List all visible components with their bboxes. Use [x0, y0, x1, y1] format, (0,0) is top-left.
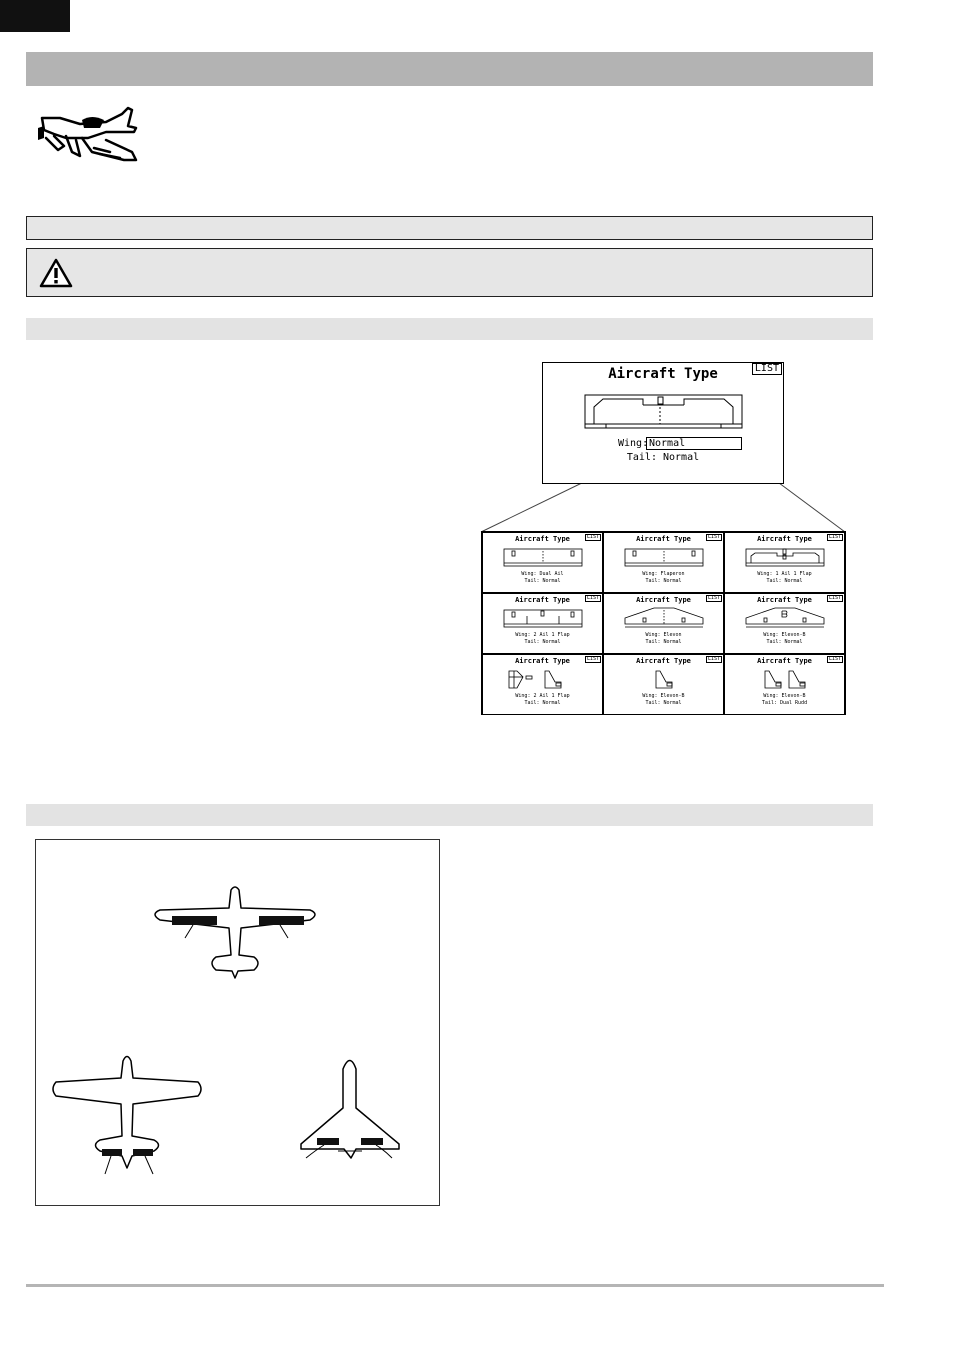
aircraft-type-screen [542, 362, 784, 484]
wing-label: Wing: [618, 438, 649, 449]
cell-list-button[interactable]: LIST [707, 656, 720, 662]
cell-list-button[interactable]: LIST [586, 656, 599, 662]
right-elevator [133, 1149, 153, 1156]
cell-title: Aircraft Type [757, 596, 812, 604]
cell-title: Aircraft Type [636, 657, 691, 665]
tail-line: Tail: Normal [626, 452, 700, 463]
cell-list-button[interactable]: LIST [586, 534, 599, 540]
cell-tail-line: Tail: Normal [645, 578, 682, 584]
cell-list-button[interactable]: LIST [586, 595, 599, 601]
wing-select[interactable]: Normal [646, 437, 742, 450]
cell-wing-line: Wing: 1 Ail 1 Flap [757, 571, 812, 577]
right-elevon [361, 1138, 383, 1145]
cell-tail-line: Tail: Normal [766, 578, 803, 584]
cell-wing-line: Wing: Elevon-B [763, 693, 806, 699]
left-elevon [317, 1138, 339, 1145]
screen-title: Aircraft Type [608, 366, 718, 382]
cell-list-button[interactable]: LIST [707, 595, 720, 601]
warning-triangle-icon [39, 257, 73, 289]
cell-list-button[interactable]: LIST [707, 534, 720, 540]
footer-rule [26, 1284, 884, 1287]
section-bar-aircraft-type [26, 318, 873, 340]
cell-title: Aircraft Type [636, 535, 691, 543]
section-bar-control-surfaces [26, 804, 873, 826]
grid-cell-1-ail-1-flap [724, 532, 845, 593]
cell-tail-line: Tail: Normal [524, 700, 561, 706]
grid-cell-dual-rudd [724, 654, 845, 715]
cell-tail-line: Tail: Normal [524, 639, 561, 645]
cell-tail-line: Tail: Dual Rudd [761, 700, 808, 706]
cell-wing-line: Wing: Flaperon [642, 571, 685, 577]
cell-title: Aircraft Type [515, 535, 570, 543]
left-elevator [102, 1149, 122, 1156]
note-bar [26, 216, 873, 240]
cell-wing-line: Wing: 2 Ail 1 Flap [515, 693, 570, 699]
cell-list-button[interactable]: LIST [828, 656, 841, 662]
grid-cell-dual-ail [482, 532, 603, 593]
grid-cell-elevon-b [724, 593, 845, 654]
cell-wing-line: Wing: Elevon-B [642, 693, 685, 699]
page-corner-tab [0, 0, 70, 32]
cell-wing-line: Wing: Dual Ail [521, 571, 564, 577]
cell-title: Aircraft Type [757, 535, 812, 543]
cell-tail-line: Tail: Normal [645, 639, 682, 645]
cell-title: Aircraft Type [515, 596, 570, 604]
title-bar [26, 52, 873, 86]
cell-tail-line: Tail: Normal [645, 700, 682, 706]
cell-list-button[interactable]: LIST [828, 534, 841, 540]
right-aileron [259, 916, 304, 925]
cell-wing-line: Wing: Elevon-B [763, 632, 806, 638]
list-button[interactable]: LIST [752, 363, 782, 375]
cell-list-button[interactable]: LIST [828, 595, 841, 601]
cell-title: Aircraft Type [515, 657, 570, 665]
aircraft-type-grid [481, 531, 846, 715]
grid-cell-2-ail-1-flap [482, 593, 603, 654]
grid-cell-tail-elevon-b [603, 654, 724, 715]
aircraft-outlines [36, 840, 441, 1207]
cell-wing-line: Wing: Elevon [645, 632, 682, 638]
grid-cell-flaperon [603, 532, 724, 593]
warning-box [26, 248, 873, 297]
grid-cell-elevon [603, 593, 724, 654]
grid-cell-tail-2-ail-1-flap [482, 654, 603, 715]
left-aileron [172, 916, 217, 925]
cell-wing-line: Wing: 2 Ail 1 Flap [515, 632, 570, 638]
cell-title: Aircraft Type [636, 596, 691, 604]
cell-tail-line: Tail: Normal [524, 578, 561, 584]
cell-tail-line: Tail: Normal [766, 639, 803, 645]
cell-title: Aircraft Type [757, 657, 812, 665]
airplane-icon [36, 104, 144, 166]
zoom-connector [470, 478, 860, 536]
wing-diagram [543, 363, 784, 484]
control-surface-diagram [35, 839, 440, 1206]
